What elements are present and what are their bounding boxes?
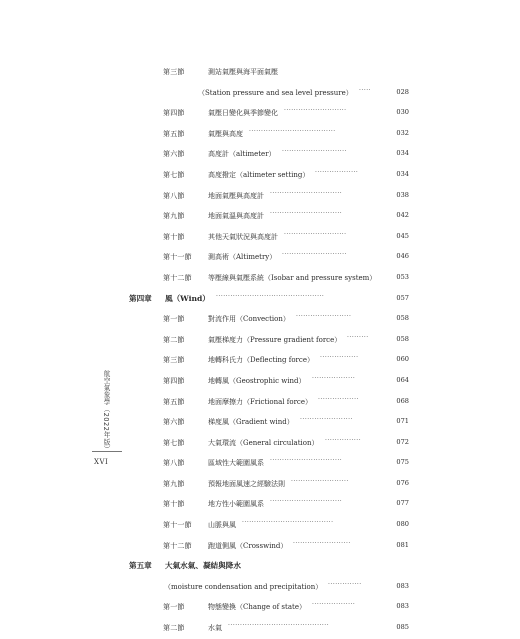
folio-rule xyxy=(92,451,122,452)
page-number: 042 xyxy=(396,211,409,220)
toc-row xyxy=(0,453,520,474)
page-folio: XVI xyxy=(94,458,109,466)
toc-row xyxy=(0,494,520,515)
toc-row xyxy=(0,536,520,557)
toc-row xyxy=(0,618,520,639)
dot-leader: ······················ xyxy=(300,416,353,424)
section-number: 第十一節 xyxy=(163,521,192,530)
dot-leader: ························ xyxy=(291,477,349,485)
entry-title: （moisture condensation and precipitation） xyxy=(164,582,323,591)
page-number: 030 xyxy=(396,108,409,117)
section-number: 第一節 xyxy=(163,315,185,324)
entry-title: 測站氣壓與海平面氣壓 xyxy=(208,68,278,76)
toc-row xyxy=(0,83,520,104)
dot-leader: ··············· xyxy=(325,436,362,444)
entry-title: 跑道側風（Crosswind） xyxy=(208,541,288,550)
dot-leader: ······························ xyxy=(270,457,343,465)
dot-leader: ····· xyxy=(359,86,372,94)
dot-leader: ······························ xyxy=(270,498,343,506)
entry-title: 風（Wind） xyxy=(165,293,210,303)
toc-row xyxy=(0,515,520,536)
page-number: 071 xyxy=(396,417,409,426)
dot-leader: ·················· xyxy=(312,374,356,382)
section-number: 第十二節 xyxy=(163,541,192,550)
section-number: 第十節 xyxy=(163,500,185,509)
section-number: 第三節 xyxy=(163,68,185,76)
page-number: 034 xyxy=(396,149,409,158)
page-number: 060 xyxy=(396,355,409,364)
entry-title: 地面氣溫與高度計 xyxy=(208,212,264,221)
entry-title: 對流作用（Convection） xyxy=(208,315,290,324)
running-head-vertical: 航空氣象學（2022年版） xyxy=(102,370,110,453)
entry-title: 其他天氣狀況與高度計 xyxy=(208,232,278,241)
entry-title: 山脈與風 xyxy=(208,521,236,530)
section-number: 第六節 xyxy=(163,150,185,159)
toc-row xyxy=(0,247,520,268)
page-number: 072 xyxy=(396,437,409,446)
section-number: 第五節 xyxy=(163,129,185,138)
toc-row xyxy=(0,124,520,145)
section-number: 第五節 xyxy=(163,397,185,406)
page-number: 081 xyxy=(396,540,409,549)
dot-leader: ·························· xyxy=(284,230,347,238)
toc-row xyxy=(0,62,520,83)
section-number: 第三節 xyxy=(163,356,185,365)
page-number: 057 xyxy=(396,293,409,302)
section-number: 第十一節 xyxy=(163,253,192,262)
dot-leader: ·················· xyxy=(315,168,359,176)
page-number: 053 xyxy=(396,272,409,281)
dot-leader: ········· xyxy=(347,333,369,341)
dot-leader: ······························ xyxy=(270,210,343,218)
page-number: 058 xyxy=(396,334,409,343)
section-number: 第十二節 xyxy=(163,273,192,282)
page-number: 034 xyxy=(396,169,409,178)
entry-title: 等壓線與氣壓系統（Isobar and pressure system） xyxy=(208,273,377,282)
page-number: 045 xyxy=(396,231,409,240)
section-number: 第一節 xyxy=(163,603,185,612)
section-number: 第六節 xyxy=(163,418,185,427)
toc-chapter-row xyxy=(0,556,520,577)
page-number: 075 xyxy=(396,458,409,467)
section-number: 第九節 xyxy=(163,212,185,221)
dot-leader: ························ xyxy=(293,539,351,547)
page-number: 038 xyxy=(396,190,409,199)
dot-leader: ·········································· xyxy=(228,622,330,630)
section-number: 第四節 xyxy=(163,376,185,385)
page-number: 058 xyxy=(396,314,409,323)
entry-title: 地面氣壓與高度計 xyxy=(208,191,264,200)
entry-title: 區域性大範圍風系 xyxy=(208,459,264,468)
toc-row xyxy=(0,597,520,618)
toc-row xyxy=(0,227,520,248)
section-number: 第八節 xyxy=(163,459,185,468)
toc-row xyxy=(0,206,520,227)
dot-leader: ···································· xyxy=(249,127,336,135)
entry-title: 物態變換（Change of state） xyxy=(208,603,306,612)
dot-leader: ··························· xyxy=(282,148,347,156)
entry-title: 大氣環流（General circulation） xyxy=(208,438,319,447)
entry-title: 高度計（altimeter） xyxy=(208,150,276,159)
page-number: 085 xyxy=(396,623,409,632)
toc-row xyxy=(0,330,520,351)
toc-row xyxy=(0,144,520,165)
section-number: 第八節 xyxy=(163,191,185,200)
page-number: 028 xyxy=(396,87,409,96)
section-number: 第七節 xyxy=(163,438,185,447)
page-number: 068 xyxy=(396,396,409,405)
toc-row xyxy=(0,186,520,207)
entry-title: 水氣 xyxy=(208,624,222,633)
entry-title: 地轉科氏力（Deflecting force） xyxy=(208,356,314,365)
section-number: 第九節 xyxy=(163,479,185,488)
section-number: 第十節 xyxy=(163,232,185,241)
toc-row xyxy=(0,474,520,495)
toc-row xyxy=(0,103,520,124)
entry-title: 大氣水氣、凝結與降水 xyxy=(165,561,241,571)
section-number: 第四節 xyxy=(163,109,185,118)
dot-leader: ·················· xyxy=(312,601,356,609)
section-number: 第二節 xyxy=(163,624,185,633)
entry-title: 梯度風（Gradient wind） xyxy=(208,418,294,427)
dot-leader: ············································· xyxy=(216,292,325,300)
toc-row xyxy=(0,165,520,186)
toc-chapter-row xyxy=(0,289,520,310)
page-number: 080 xyxy=(396,520,409,529)
section-number: 第七節 xyxy=(163,170,185,179)
page-number: 083 xyxy=(396,581,409,590)
dot-leader: ··························· xyxy=(282,251,347,259)
entry-title: 氣壓梯度力（Pressure gradient force） xyxy=(208,335,342,344)
toc-row xyxy=(0,392,520,413)
toc-row xyxy=(0,412,520,433)
toc-row xyxy=(0,350,520,371)
entry-title: 地面摩擦力（Frictional force） xyxy=(208,397,312,406)
dot-leader: ················· xyxy=(318,395,359,403)
toc-row xyxy=(0,433,520,454)
page-number: 032 xyxy=(396,128,409,137)
page-number: 064 xyxy=(396,375,409,384)
dot-leader: ·············· xyxy=(328,580,362,588)
toc-row xyxy=(0,309,520,330)
chapter-number: 第五章 xyxy=(129,561,152,571)
toc-row xyxy=(0,268,520,289)
entry-title: 氣壓與高度 xyxy=(208,129,243,138)
chapter-number: 第四章 xyxy=(129,293,152,303)
entry-title: 地方性小範圍風系 xyxy=(208,500,264,509)
page-number: 076 xyxy=(396,478,409,487)
entry-title: 預報地面風速之經驗法則 xyxy=(208,479,285,488)
entry-title: （Station pressure and sea level pressure） xyxy=(198,88,353,97)
entry-title: 氣壓日變化與季節變化 xyxy=(208,109,278,118)
dot-leader: ·························· xyxy=(284,107,347,115)
page-number: 046 xyxy=(396,252,409,261)
page-number: 083 xyxy=(396,602,409,611)
section-number: 第二節 xyxy=(163,335,185,344)
dot-leader: ······················· xyxy=(296,313,352,321)
toc-row xyxy=(0,371,520,392)
dot-leader: ······························ xyxy=(270,189,343,197)
table-of-contents xyxy=(0,62,520,639)
dot-leader: ······································ xyxy=(242,519,334,527)
entry-title: 測高術（Altimetry） xyxy=(208,253,277,262)
toc-row xyxy=(0,577,520,598)
dot-leader: ················ xyxy=(320,354,359,362)
entry-title: 地轉風（Geostrophic wind） xyxy=(208,376,306,385)
entry-title: 高度撥定（altimeter setting） xyxy=(208,170,310,179)
page-number: 077 xyxy=(396,499,409,508)
